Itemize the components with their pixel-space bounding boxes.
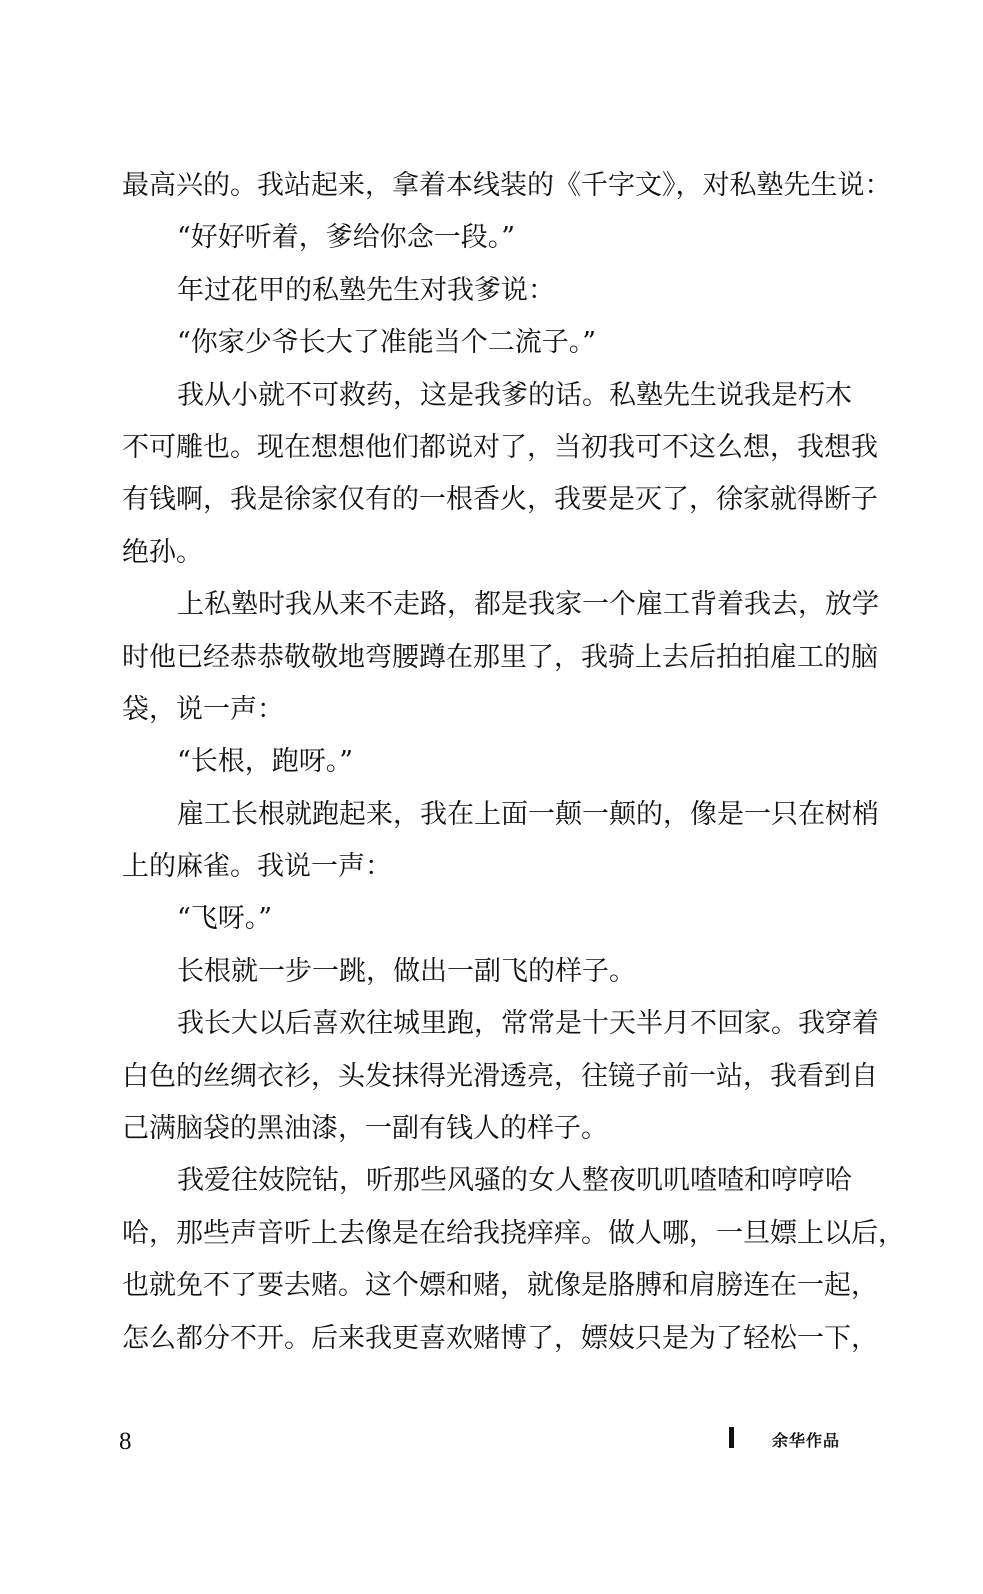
text-line: 上的麻雀。我说一声：: [122, 851, 392, 883]
text-line: 我从小就不可救药，这是我爹的话。私塾先生说我是朽木: [177, 379, 852, 411]
text-line: 绝孙。: [122, 536, 203, 568]
text-line: 也就免不了要去赌。这个嫖和赌，就像是胳膊和肩膀连在一起，: [122, 1270, 878, 1302]
body-text: [122, 160, 905, 1365]
text-line: 雇工长根就跑起来，我在上面一颠一颠的，像是一只在树梢: [177, 798, 879, 830]
text-line: “好好听着，爹给你念一段。”: [177, 222, 516, 254]
text-line: 哈，那些声音听上去像是在给我挠痒痒。做人哪，一旦嫖上以后，: [122, 1217, 905, 1249]
text-line: 最高兴的。我站起来，拿着本线装的《千字文》，对私塾先生说：: [122, 170, 892, 201]
text-line: 袋，说一声：: [122, 693, 284, 725]
footer-divider-bar: [729, 1427, 734, 1448]
text-line: “长根，跑呀。”: [177, 746, 354, 778]
text-line: 上私塾时我从来不走路，都是我家一个雇工背着我去，放学: [177, 589, 879, 621]
text-line: 年过花甲的私塾先生对我爹说：: [177, 274, 555, 306]
text-line: 怎么都分不开。后来我更喜欢赌博了，嫖妓只是为了轻松一下，: [122, 1322, 878, 1354]
text-line: 长根就一步一跳，做出一副飞的样子。: [177, 955, 636, 987]
page-number: 8: [119, 1428, 132, 1455]
running-footer-title: 余华作品: [772, 1431, 841, 1450]
text-line: 我爱往妓院钻，听那些风骚的女人整夜叽叽喳喳和哼哼哈: [177, 1165, 852, 1197]
text-line: 白色的丝绸衣衫，头发抹得光滑透亮，往镜子前一站，我看到自: [122, 1060, 878, 1092]
text-line: “你家少爷长大了准能当个二流子。”: [177, 327, 597, 359]
text-line: “飞呀。”: [177, 903, 273, 935]
text-line: 不可雕也。现在想想他们都说对了，当初我可不这么想，我想我: [122, 431, 878, 463]
text-line: 有钱啊，我是徐家仅有的一根香火，我要是灭了，徐家就得断子: [122, 484, 878, 516]
text-line: 己满脑袋的黑油漆，一副有钱人的样子。: [122, 1113, 608, 1145]
text-line: 我长大以后喜欢往城里跑，常常是十天半月不回家。我穿着: [177, 1008, 879, 1040]
text-line: 时他已经恭恭敬敬地弯腰蹲在那里了，我骑上去后拍拍雇工的脑: [122, 641, 878, 673]
